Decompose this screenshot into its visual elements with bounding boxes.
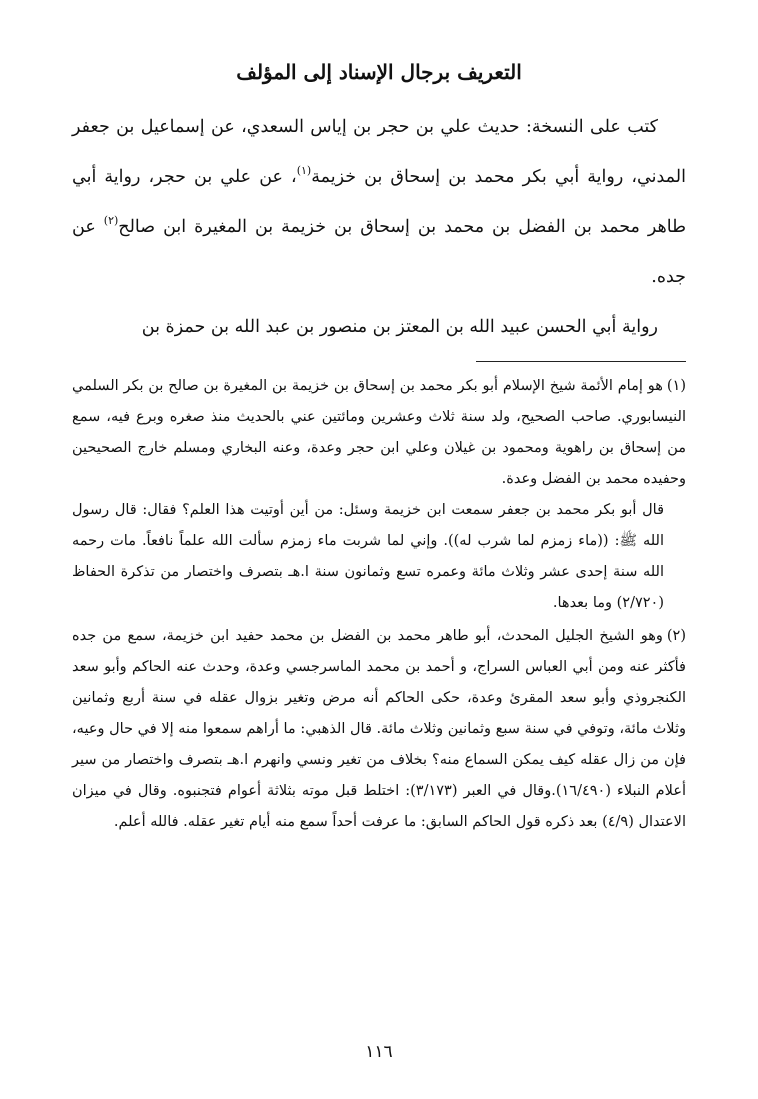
footnote-ref-1[interactable]: (١): [296, 164, 312, 177]
paragraph-part-3: عن جده.: [72, 217, 686, 287]
footnote-1-text-1: هو إمام الأئمة شيخ الإسلام أبو بكر محمد بن إسحاق بن خزيمة بن المغيرة بن صالح بن بكر السلمي النيسابوري. صاحب الصحيح، ولد سنة ثلاث وعشرين ومائتين عني بالحديث منذ صغره وبرع فيه، سمع من إسحاق بن راهوية ومحمود بن غيلان وعلي ابن حجر وعدة، وعنه البخاري ومسلم خارج الصحيحين وحفيده محمد بن الفضل وعدة.: [72, 378, 686, 487]
paragraph-second-narration: رواية أبي الحسن عبيد الله بن المعتز بن منصور بن عبد الله بن حمزة بن: [141, 317, 658, 337]
paragraph-part-2: ، عن علي بن حجر، رواية أبي طاهر محمد بن الفضل بن محمد بن إسحاق بن خزيمة بن المغيرة ابن صالح: [72, 167, 687, 237]
footnotes: [72, 371, 686, 840]
paragraph-chain-of-narration: [72, 102, 686, 302]
footnote-2-number: (٢): [666, 628, 686, 644]
footnote-1-paragraph-1: [72, 371, 686, 495]
footnote-1: [72, 371, 686, 619]
main-text: [72, 102, 686, 352]
footnote-2: [72, 621, 686, 838]
footnote-1-number: (١): [666, 378, 686, 394]
footnote-divider: [476, 361, 686, 362]
paragraph-part-1: كتب على النسخة: حديث علي بن حجر بن إياس السعدي، عن إسماعيل بن جعفر المدني، رواية أبي بكر محمد بن إسحاق بن خزيمة: [72, 117, 686, 187]
footnote-1-paragraph-2: قال أبو بكر محمد بن جعفر سمعت ابن خزيمة وسئل: من أين أوتيت هذا العلم؟ فقال: قال رسول الله ﷺ: ((ماء زمزم لما شرب له)). وإني لما شربت ماء زمزم سألت الله علماً نافعاً. مات رحمه الله سنة إحدى عشر وثلاث مائة وعمره تسع وثمانون سنة ا.هـ بتصرف واختصار من تذكرة الحفاظ (٢/٧٢٠) وما بعدها.: [72, 502, 664, 611]
page-number: ١١٦: [365, 1042, 393, 1062]
footnote-ref-2[interactable]: (٢): [103, 214, 119, 227]
footnote-2-text-1: وهو الشيخ الجليل المحدث، أبو طاهر محمد بن الفضل بن محمد حفيد ابن خزيمة، سمع من جده فأكثر عنه ومن أبي العباس السراج، و أحمد بن محمد الماسرجسي وعدة، وحدث عنه الحاكم وأبو سعد الكنجروذي وأبو سعد المقرئ وعدة، حكى الحاكم أنه مرض وتغير بزوال عقله في سنة أربع وثمانين وثلاث مائة، وتوفي في سنة سبع وثمانين وثلاث مائة. قال الذهبي: ما أراهم سمعوا منه إلا في حال وعيه، فإن من زال عقله كيف يمكن السماع منه؟ بخلاف من تغير ونسي وانهرم ا.هـ بتصرف واختصار من سير أعلام النبلاء (١٦/٤٩٠).وقال في العبر (٣/١٧٣): اختلط قبل موته بثلاثة أعوام فتجنبوه. وقال في ميزان الاعتدال (٤/٩) بعد ذكره قول الحاكم السابق: ما عرفت أحداً سمع منه أيام تغير عقله. فالله أعلم.: [72, 628, 686, 830]
page-title: التعريف برجال الإسناد إلى المؤلف: [236, 60, 522, 84]
footnote-2-paragraph-1: [72, 621, 686, 838]
